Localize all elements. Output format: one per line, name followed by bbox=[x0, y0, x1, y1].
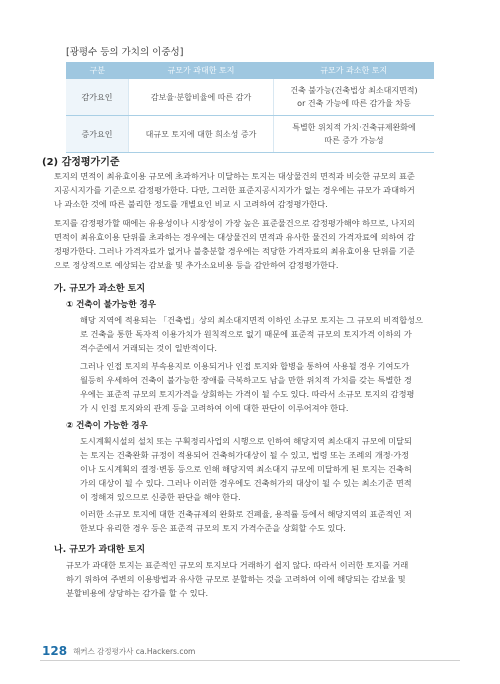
text-line: 가의 대상이 될 수 있다. 그러나 이러한 경우에도 건축허가의 대상이 될 수 있는 최소기준 면적 bbox=[80, 478, 412, 488]
text-line: 나 과소한 것에 따른 불리한 정도를 개별요인 비교 시 고려하여 감정평가한다. bbox=[54, 199, 328, 209]
table-cell: 대규모 토지에 대한 희소성 증가 bbox=[129, 116, 274, 153]
row-label: 증가요인 bbox=[66, 116, 129, 153]
paragraph bbox=[54, 169, 415, 211]
footer-text: 해커스 감정평가사 ca.Hackers.com bbox=[73, 646, 196, 656]
cell-line: 따른 증가 가능성 bbox=[324, 136, 384, 145]
page-footer bbox=[42, 643, 195, 659]
paragraph bbox=[80, 434, 412, 504]
comparison-table bbox=[66, 62, 434, 153]
paragraph bbox=[80, 507, 412, 535]
text-line: 월등히 우세하여 건축이 불가능한 장애를 극복하고도 남을 만한 위치적 가치를 갖는 특별한 경 bbox=[80, 375, 412, 385]
text-line: 정평가한다. 그러나 가격자료가 없거나 불충분할 경우에는 적당한 가격자료의 최유효이용 단위를 기준 bbox=[54, 246, 415, 256]
text-line: 하기 위하여 주변의 이용방법과 유사한 규모로 분할하는 것을 고려하여 이에 해당되는 감보율 및 bbox=[66, 574, 406, 584]
subsection-title: 가. 규모가 과소한 토지 bbox=[54, 284, 146, 294]
row-label: 감가요인 bbox=[66, 79, 129, 116]
text-line: 해당 지역에 적용되는 「건축법」상의 최소대지면적 이하인 소규모 토지는 그 규모의 비적합성으 bbox=[80, 315, 423, 325]
text-line: 규모가 과대한 토지는 표준적인 규모의 토지보다 거래하기 쉽지 않다. 따라서 이러한 토지를 거래 bbox=[66, 560, 409, 570]
text-line: 분할비용에 상당하는 감가를 할 수 있다. bbox=[66, 588, 209, 598]
table-header-large: 규모가 과대한 토지 bbox=[129, 62, 274, 79]
section-title: (2) 감정평가기준 bbox=[42, 157, 120, 168]
table-header-small: 규모가 과소한 토지 bbox=[274, 62, 435, 79]
text-line: 이러한 소규모 토지에 대한 건축규제의 완화로 건폐율, 용적률 등에서 해당지역의 표준적인 저 bbox=[80, 509, 412, 519]
text-line: 이 정해져 있으므로 신중한 판단을 해야 한다. bbox=[80, 492, 241, 502]
table-header-category: 구분 bbox=[66, 62, 129, 79]
cell-line: 특별한 위치적 가치·건축규제완화에 bbox=[292, 123, 416, 132]
footer-divider bbox=[40, 660, 460, 661]
paragraph bbox=[80, 359, 414, 415]
text-line: 토지의 면적이 최유효이용 규모에 초과하거나 미달하는 토지는 대상물건의 면적과 비슷한 규모의 표준 bbox=[54, 171, 415, 181]
table-row bbox=[66, 79, 434, 116]
text-line: 지공시지가를 기준으로 감정평가한다. 다만, 그러한 표준지공시지가가 없는 경우에는 규모가 과대하거 bbox=[54, 185, 415, 195]
text-line: 면적이 최유효이용 단위를 초과하는 경우에는 대상물건의 면적과 유사한 물건의 가격자료에 의하여 감 bbox=[54, 232, 415, 242]
paragraph bbox=[54, 216, 415, 272]
text-line: 가 시 인접 토지와의 관계 등을 고려하여 이에 대한 판단이 이루어져야 한다. bbox=[80, 403, 349, 413]
text-line: 그러나 인접 토지의 부속용지로 이용되거나 인접 토지와 합병을 통하여 사용될 경우 기여도가 bbox=[80, 361, 410, 371]
table-cell bbox=[274, 116, 435, 153]
text-line: 한보다 유리한 경우 등은 표준적 규모의 토지 가격수준을 상회할 수도 있다. bbox=[80, 523, 346, 533]
table-caption: [광평수 등의 가치의 이중성] bbox=[66, 47, 184, 58]
text-line: 로 건축을 통한 독자적 이용가치가 원칙적으로 없기 때문에 표준적 규모의 토지가격 이하의 가 bbox=[80, 329, 412, 339]
text-line: 으로 정상적으로 예상되는 감보율 및 추가소요비용 등을 감안하여 감정평가한다. bbox=[54, 260, 339, 270]
text-line: 도시계획시설의 설치 또는 구획정리사업의 시행으로 인하여 해당지역 최소대지 규모에 미달되 bbox=[80, 436, 412, 446]
table-row bbox=[66, 116, 434, 153]
text-line: 는 토지는 건축완화 규정이 적용되어 건축허가대상이 될 수 있고, 법령 또는 조례의 개정·가정 bbox=[80, 450, 410, 460]
text-line: 격수준에서 거래되는 것이 일반적이다. bbox=[80, 343, 217, 353]
item-title: ① 건축이 불가능한 경우 bbox=[66, 300, 156, 310]
cell-line: or 건축 가능에 따른 감가율 차등 bbox=[297, 99, 411, 108]
text-line: 이나 도시계획의 결정·변동 등으로 인해 해당지역 최소대지 규모에 미달하게 된 토지는 건축허 bbox=[80, 464, 412, 474]
text-line: 토지를 감정평가할 때에는 유용성이나 시장성이 가장 높은 표준물건으로 감정평가해야 하므로, 나지의 bbox=[54, 218, 415, 228]
paragraph bbox=[80, 313, 423, 355]
cell-line: 건축 불가능(건축법상 최소대지면적) bbox=[290, 86, 418, 95]
subsection-title: 나. 규모가 과대한 토지 bbox=[54, 545, 146, 555]
item-title: ② 건축이 가능한 경우 bbox=[66, 421, 148, 431]
page-number: 128 bbox=[42, 644, 68, 658]
table-cell: 감보율·분합비율에 따른 감가 bbox=[129, 79, 274, 116]
table-cell bbox=[274, 79, 435, 116]
paragraph bbox=[66, 558, 408, 600]
table-header-row bbox=[66, 62, 434, 79]
text-line: 우에는 표준적 규모의 토지가격을 상회하는 가격이 될 수도 있다. 따라서 소규모 토지의 감정평 bbox=[80, 389, 415, 399]
